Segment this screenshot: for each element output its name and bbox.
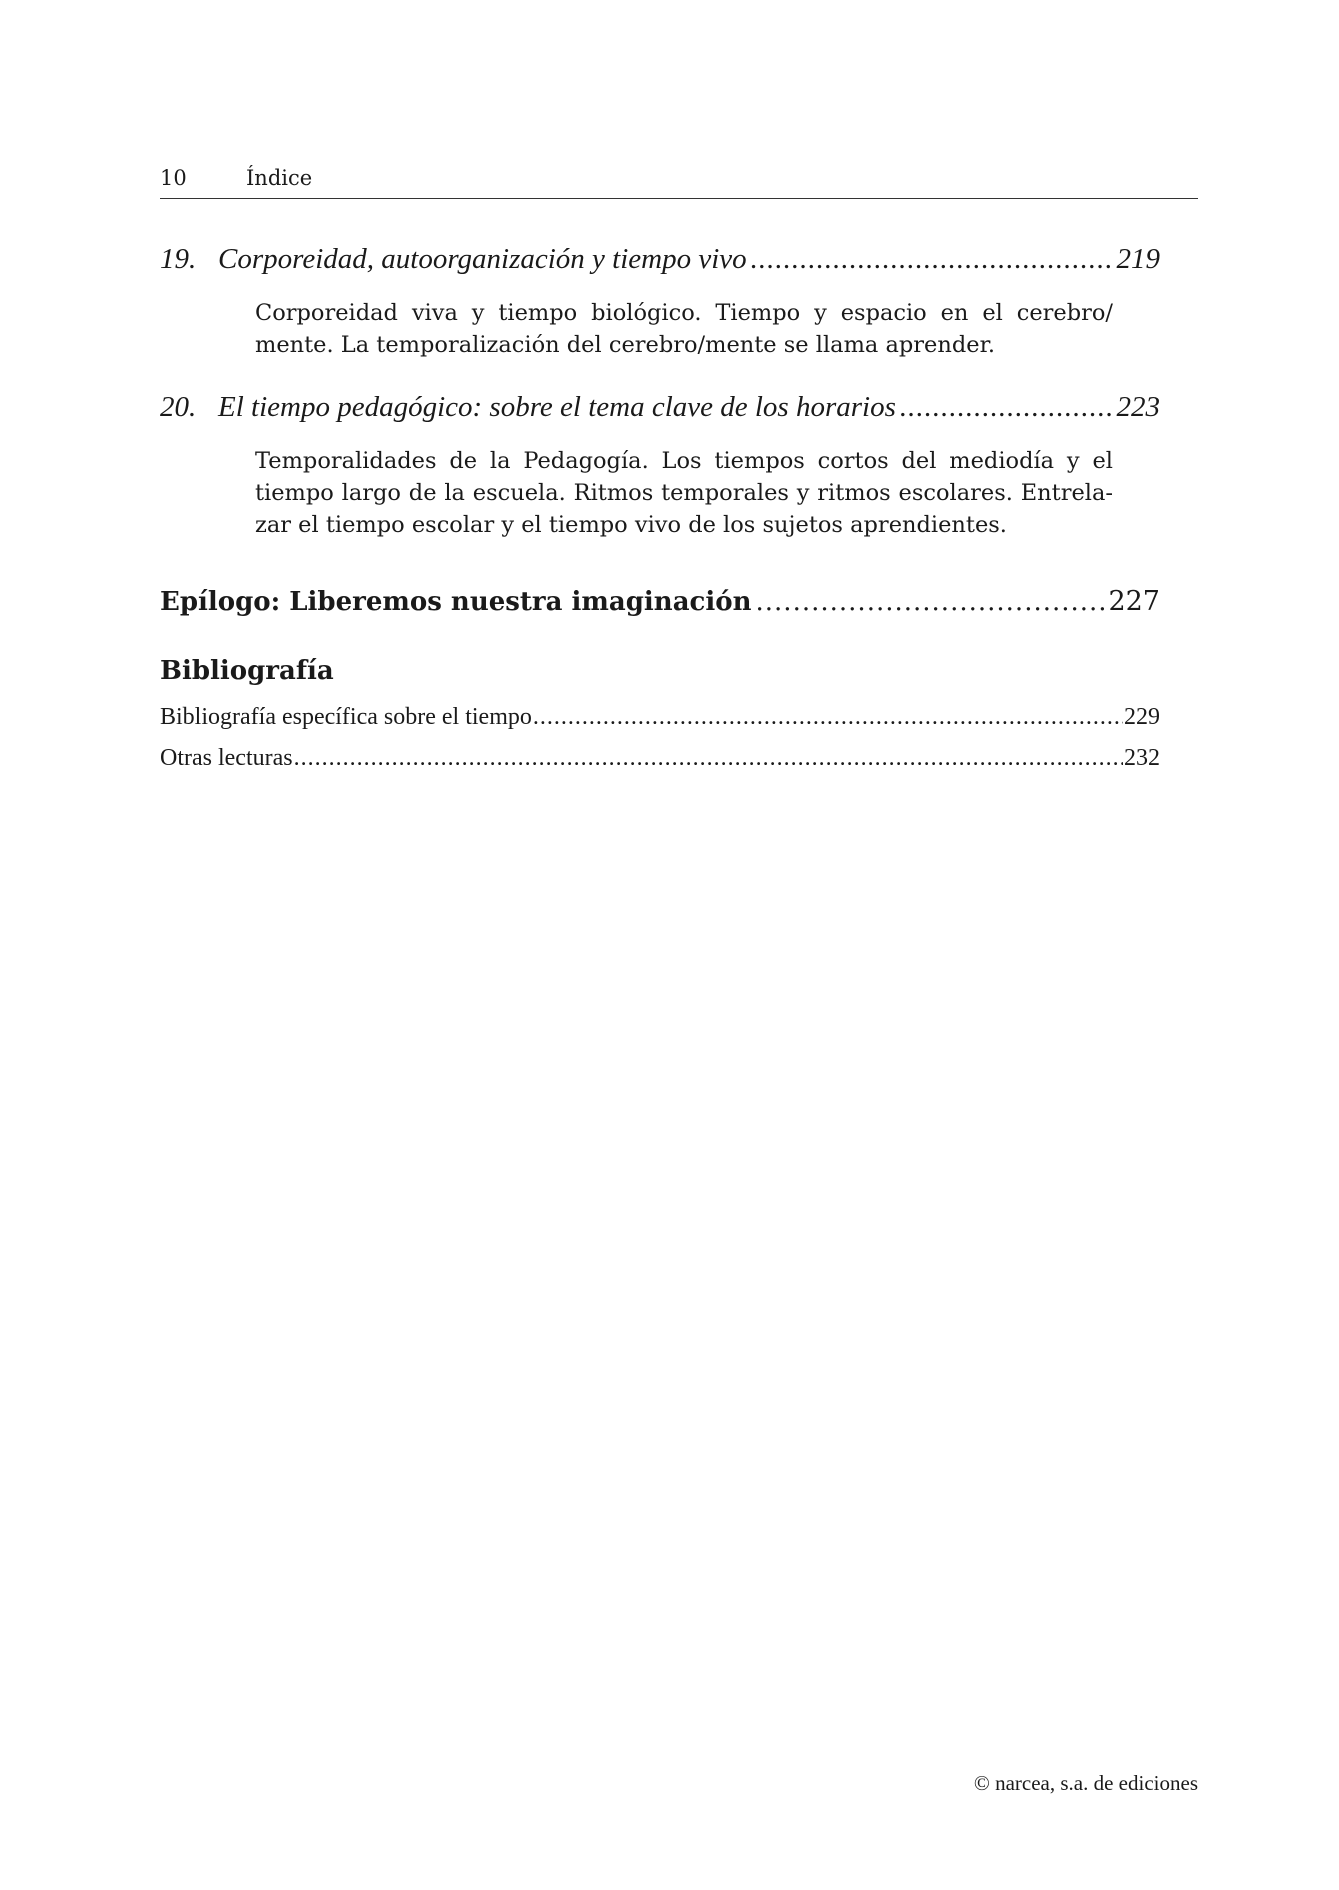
page-header xyxy=(160,166,1198,199)
chapter-number: 19. xyxy=(160,243,197,275)
bibliography-heading: Bibliografía xyxy=(160,656,334,686)
summary-line: tiempo largo de la escuela. Ritmos temporales y ritmos escolares. Entrela- xyxy=(255,480,1113,506)
toc-entry-chapter-19[interactable] xyxy=(160,243,1160,276)
epilogue-title: Epílogo: Liberemos nuestra imaginación xyxy=(160,587,752,617)
bibliography-entry-page: 232 xyxy=(1124,745,1160,771)
dot-leader xyxy=(294,745,1123,772)
bibliography-entry-title: Otras lecturas xyxy=(160,745,293,771)
page-number: 10 xyxy=(160,166,187,190)
running-title: Índice xyxy=(246,166,313,190)
dot-leader xyxy=(751,243,1113,276)
chapter-number: 20. xyxy=(160,391,197,423)
toc-entry-other-readings[interactable] xyxy=(160,745,1160,772)
toc-entry-bibliography-specific[interactable] xyxy=(160,704,1160,731)
summary-line: Corporeidad viva y tiempo biológico. Tiempo y espacio en el cerebro/ xyxy=(255,300,1113,326)
chapter-title: El tiempo pedagógico: sobre el tema clave de los horarios xyxy=(218,391,896,423)
epilogue-page: 227 xyxy=(1108,586,1160,617)
dot-leader xyxy=(533,704,1123,731)
copyright-footer: © narcea, s.a. de ediciones xyxy=(973,1771,1198,1795)
chapter-page: 219 xyxy=(1116,243,1160,275)
chapter-summary xyxy=(255,445,1113,541)
chapter-summary xyxy=(255,297,1113,361)
chapter-title: Corporeidad, autoorganización y tiempo vivo xyxy=(218,243,747,275)
dot-leader xyxy=(900,391,1113,424)
dot-leader xyxy=(756,587,1105,617)
toc-entry-epilogue[interactable] xyxy=(160,586,1160,617)
bibliography-entry-page: 229 xyxy=(1124,704,1160,730)
toc-entry-chapter-20[interactable] xyxy=(160,391,1160,424)
summary-line: Temporalidades de la Pedagogía. Los tiempos cortos del mediodía y el xyxy=(255,448,1113,474)
bibliography-entry-title: Bibliografía específica sobre el tiempo xyxy=(160,704,532,730)
chapter-page: 223 xyxy=(1116,391,1160,423)
summary-line: mente. La temporalización del cerebro/mente se llama aprender. xyxy=(255,332,996,358)
summary-line: zar el tiempo escolar y el tiempo vivo de los sujetos aprendientes. xyxy=(255,512,1007,538)
